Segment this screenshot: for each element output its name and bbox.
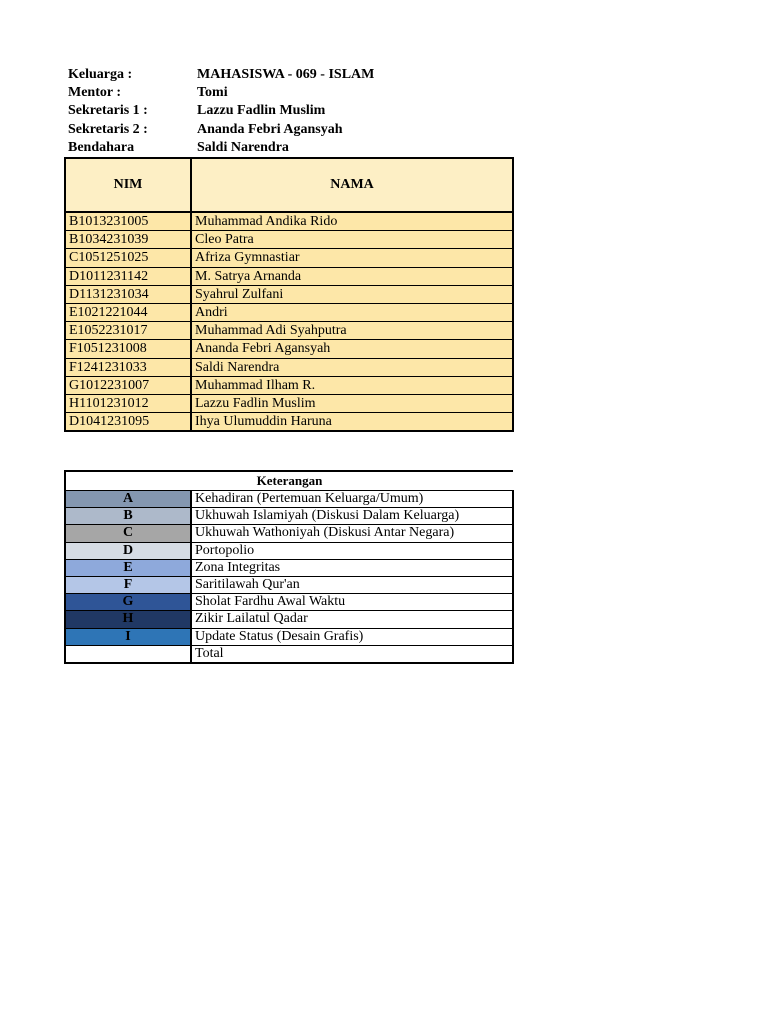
info-label: Mentor :: [68, 85, 121, 101]
nama-cell: Muhammad Adi Syahputra: [191, 322, 513, 340]
nama-cell: Lazzu Fadlin Muslim: [191, 394, 513, 412]
info-row-sekretaris-2: [68, 121, 374, 139]
nim-cell: F1241231033: [65, 358, 191, 376]
legend-row: [65, 628, 513, 645]
table-row: [65, 249, 513, 267]
info-label: Sekretaris 1 :: [68, 103, 148, 119]
legend-code-cell: G: [65, 594, 191, 611]
nim-cell: D1041231095: [65, 413, 191, 432]
legend-desc-cell: Saritilawah Qur'an: [191, 576, 513, 593]
legend-code-cell: I: [65, 628, 191, 645]
info-label: Sekretaris 2 :: [68, 121, 148, 137]
nim-cell: E1021221044: [65, 303, 191, 321]
legend-desc-cell: Zikir Lailatul Qadar: [191, 611, 513, 628]
nama-cell: Ananda Febri Agansyah: [191, 340, 513, 358]
table-row: [65, 394, 513, 412]
table-row: [65, 285, 513, 303]
legend-row: [65, 491, 513, 508]
table-row: [65, 340, 513, 358]
legend-row-total: [65, 645, 513, 663]
nama-cell: Muhammad Ilham R.: [191, 376, 513, 394]
family-info: [68, 66, 374, 157]
column-header-nama: NAMA: [191, 158, 513, 212]
legend-code-cell: H: [65, 611, 191, 628]
members-table: [64, 157, 514, 432]
nim-cell: H1101231012: [65, 394, 191, 412]
info-value: Lazzu Fadlin Muslim: [197, 103, 326, 119]
legend-code-cell: F: [65, 576, 191, 593]
legend-desc-cell: Zona Integritas: [191, 559, 513, 576]
nama-cell: Afriza Gymnastiar: [191, 249, 513, 267]
legend-row: [65, 559, 513, 576]
legend-code-cell: D: [65, 542, 191, 559]
nama-cell: Ihya Ulumuddin Haruna: [191, 413, 513, 432]
column-header-nim: NIM: [65, 158, 191, 212]
info-row-mentor: [68, 84, 374, 102]
legend-desc-cell: Portopolio: [191, 542, 513, 559]
legend-row: [65, 594, 513, 611]
legend-desc-cell: Kehadiran (Pertemuan Keluarga/Umum): [191, 491, 513, 508]
nama-cell: M. Satrya Arnanda: [191, 267, 513, 285]
table-row: [65, 376, 513, 394]
legend-desc-cell: Update Status (Desain Grafis): [191, 628, 513, 645]
nim-cell: G1012231007: [65, 376, 191, 394]
legend-row: [65, 576, 513, 593]
nim-cell: B1034231039: [65, 231, 191, 249]
table-row: [65, 212, 513, 231]
table-row: [65, 231, 513, 249]
legend-code-cell: A: [65, 491, 191, 508]
legend-total-label: Total: [191, 645, 513, 663]
nama-cell: Andri: [191, 303, 513, 321]
legend-header-row: [65, 471, 513, 491]
nim-cell: C1051251025: [65, 249, 191, 267]
nim-cell: D1131231034: [65, 285, 191, 303]
table-row: [65, 303, 513, 321]
info-row-sekretaris-1: [68, 102, 374, 120]
info-label: Bendahara: [68, 139, 135, 155]
legend-code-cell: E: [65, 559, 191, 576]
table-row: [65, 267, 513, 285]
legend-desc-cell: Ukhuwah Islamiyah (Diskusi Dalam Keluarga): [191, 508, 513, 525]
nim-cell: B1013231005: [65, 212, 191, 231]
nim-cell: F1051231008: [65, 340, 191, 358]
legend-code-cell: [65, 645, 191, 663]
nama-cell: Cleo Patra: [191, 231, 513, 249]
legend-row: [65, 611, 513, 628]
legend-desc-cell: Ukhuwah Wathoniyah (Diskusi Antar Negara): [191, 525, 513, 542]
info-row-bendahara: [68, 139, 374, 157]
nama-cell: Muhammad Andika Rido: [191, 212, 513, 231]
table-row: [65, 413, 513, 432]
legend-code-cell: C: [65, 525, 191, 542]
nama-cell: Syahrul Zulfani: [191, 285, 513, 303]
legend-row: [65, 508, 513, 525]
members-header-row: [65, 158, 513, 212]
info-row-keluarga: [68, 66, 374, 84]
info-value: Saldi Narendra: [197, 139, 289, 155]
table-row: [65, 322, 513, 340]
nim-cell: E1052231017: [65, 322, 191, 340]
table-row: [65, 358, 513, 376]
legend-row: [65, 542, 513, 559]
nama-cell: Saldi Narendra: [191, 358, 513, 376]
legend-row: [65, 525, 513, 542]
info-label: Keluarga :: [68, 67, 133, 82]
info-value: MAHASISWA - 069 - ISLAM: [197, 67, 375, 82]
legend-code-cell: B: [65, 508, 191, 525]
legend-title: Keterangan: [65, 471, 513, 491]
nim-cell: D1011231142: [65, 267, 191, 285]
info-value: Tomi: [197, 85, 228, 101]
legend-table: [64, 470, 514, 664]
legend-desc-cell: Sholat Fardhu Awal Waktu: [191, 594, 513, 611]
info-value: Ananda Febri Agansyah: [197, 121, 343, 137]
